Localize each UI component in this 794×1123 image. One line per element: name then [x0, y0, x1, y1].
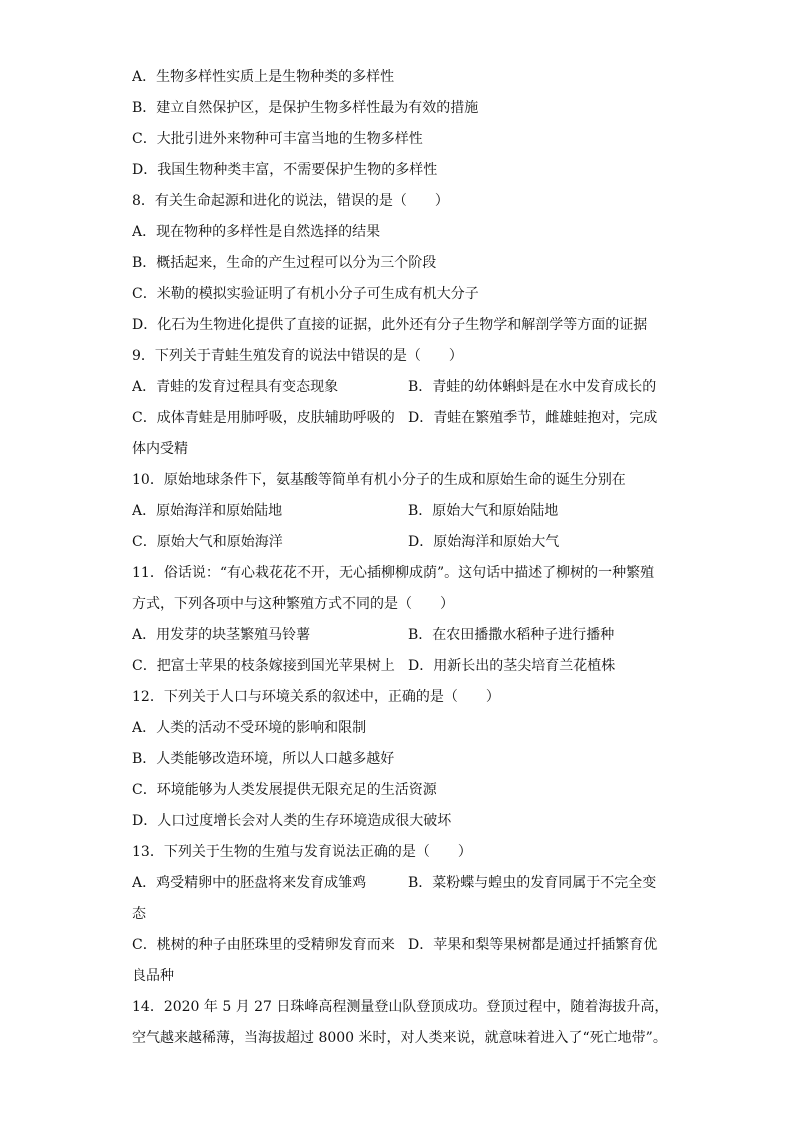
q11-options-row-1: [132, 620, 672, 651]
q12-option-d[interactable]: D．人口过度增长会对人类的生存环境造成很大破坏: [132, 813, 452, 829]
question-content: [132, 62, 672, 1054]
q9-option-a[interactable]: A．青蛙的发育过程具有变态现象: [132, 379, 339, 395]
q11-option-d[interactable]: D．用新长出的茎尖培育兰花植株: [408, 658, 616, 674]
question-11-stem: 11．俗话说：“有心栽花花不开，无心插柳柳成荫”。这句话中描述了柳树的一种繁殖: [132, 565, 655, 581]
q13-option-d-continued: 良品种: [132, 968, 174, 984]
q13-option-a[interactable]: A．鸡受精卵中的胚盘将来发育成雏鸡: [132, 875, 367, 891]
q9-options-row-2: [132, 403, 672, 434]
q8-option-c[interactable]: C．米勒的模拟实验证明了有机小分子可生成有机大分子: [132, 286, 479, 302]
q12-option-b[interactable]: B．人类能够改造环境，所以人口越多越好: [132, 751, 395, 767]
q10-options-row-1: [132, 496, 672, 527]
q12-option-c[interactable]: C．环境能够为人类发展提供无限充足的生活资源: [132, 782, 437, 798]
question-14-stem-continued: 空气越来越稀薄，当海拔超过 8000 米时，对人类来说，就意味着进入了“死亡地带”。: [132, 1030, 667, 1046]
question-8-stem: 8．有关生命起源和进化的说法，错误的是（ ）: [132, 193, 449, 209]
q13-options-row-2: [132, 930, 672, 961]
q13-option-b-continued: 态: [132, 906, 146, 922]
q9-option-c[interactable]: C．成体青蛙是用肺呼吸，皮肤辅助呼吸的: [132, 410, 395, 426]
q10-option-b[interactable]: B．原始大气和原始陆地: [408, 503, 559, 519]
q7-option-a[interactable]: A．生物多样性实质上是生物种类的多样性: [132, 69, 395, 85]
question-11-stem-continued: 方式，下列各项中与这种繁殖方式不同的是（ ）: [132, 596, 454, 612]
q9-option-d[interactable]: D．青蛙在繁殖季节，雌雄蛙抱对，完成: [408, 410, 658, 426]
question-9-stem: 9．下列关于青蛙生殖发育的说法中错误的是（ ）: [132, 348, 463, 364]
q7-option-b[interactable]: B．建立自然保护区，是保护生物多样性最为有效的措施: [132, 100, 479, 116]
q9-option-b[interactable]: B．青蛙的幼体蝌蚪是在水中发育成长的: [408, 379, 657, 395]
question-10-stem: 10．原始地球条件下，氨基酸等简单有机小分子的生成和原始生命的诞生分别在: [132, 472, 626, 488]
q8-option-b[interactable]: B．概括起来，生命的产生过程可以分为三个阶段: [132, 255, 437, 271]
question-14-stem: 14．2020 年 5 月 27 日珠峰高程测量登山队登顶成功。登顶过程中，随着海拔升高，: [132, 999, 669, 1015]
q10-option-d[interactable]: D．原始海洋和原始大气: [408, 534, 560, 550]
q11-option-a[interactable]: A．用发芽的块茎繁殖马铃薯: [132, 627, 311, 643]
question-13-stem: 13．下列关于生物的生殖与发育说法正确的是（ ）: [132, 844, 472, 860]
q11-option-b[interactable]: B．在农田播撒水稻种子进行播种: [408, 627, 615, 643]
q8-option-a[interactable]: A．现在物种的多样性是自然选择的结果: [132, 224, 381, 240]
q10-options-row-2: [132, 527, 672, 558]
q7-option-d[interactable]: D．我国生物种类丰富，不需要保护生物的多样性: [132, 162, 438, 178]
q8-option-d[interactable]: D．化石为生物进化提供了直接的证据，此外还有分子生物学和解剖学等方面的证据: [132, 317, 648, 333]
q11-option-c[interactable]: C．把富士苹果的枝条嫁接到国光苹果树上: [132, 658, 395, 674]
q9-options-row-1: [132, 372, 672, 403]
question-12-stem: 12．下列关于人口与环境关系的叙述中，正确的是（ ）: [132, 689, 500, 705]
q13-option-c[interactable]: C．桃树的种子由胚珠里的受精卵发育而来: [132, 937, 395, 953]
q13-option-d[interactable]: D．苹果和梨等果树都是通过扦插繁育优: [408, 937, 658, 953]
q11-options-row-2: [132, 651, 672, 682]
q10-option-a[interactable]: A．原始海洋和原始陆地: [132, 503, 283, 519]
q13-options-row-1: [132, 868, 672, 899]
q9-option-d-continued: 体内受精: [132, 441, 188, 457]
q7-option-c[interactable]: C．大批引进外来物种可丰富当地的生物多样性: [132, 131, 423, 147]
q13-option-b[interactable]: B．菜粉蝶与蝗虫的发育同属于不完全变: [408, 875, 657, 891]
q12-option-a[interactable]: A．人类的活动不受环境的影响和限制: [132, 720, 367, 736]
q10-option-c[interactable]: C．原始大气和原始海洋: [132, 534, 283, 550]
